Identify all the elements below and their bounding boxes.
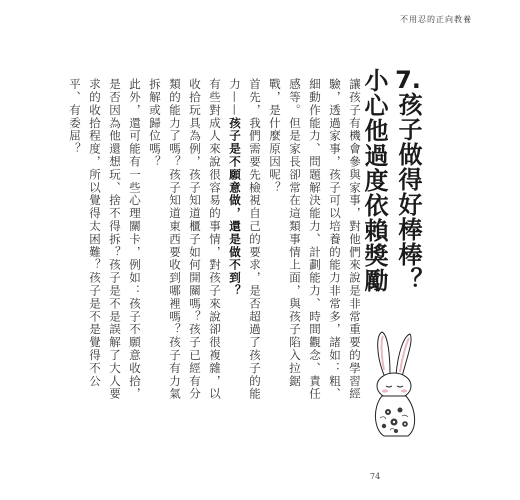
rabbit-head xyxy=(377,373,411,399)
running-header: 不用忍的正向教養 xyxy=(400,15,472,24)
chapter-title-part-1: 孩子做得好棒棒？ xyxy=(394,92,422,292)
paragraph-4 xyxy=(65,78,145,408)
paragraph-2 xyxy=(225,78,265,408)
chapter-heading xyxy=(357,68,425,293)
body-text xyxy=(65,78,365,408)
paragraph-1 xyxy=(265,78,365,408)
page-number: 74 xyxy=(370,472,381,481)
paragraph-1-text: 讓孩子有機會參與家事，對他們來說是非常重要的學習經驗，透過家事，孩子可以培養的能力非常多，諸如：粗、細動作能力、問題解決能力、計劃能力、時間觀念、責任感等。但是家長卻常在這類事情上面，與孩子陷入拉鋸戰，是什麼原因呢？ xyxy=(268,78,362,401)
paragraph-4-text: 此外，還可能有一些心理關卡，例如：孩子不願意收拾，是否因為他還想玩、捨不得拆？孩子是不是誤解了大人要求的收拾程度，所以覺得太困難？孩子是不是覺得不公平、有委屈？ xyxy=(68,78,142,401)
paragraph-2-text: 首先，我們需要先檢視自己的要求，是否超過了孩子的能力—— xyxy=(228,78,262,401)
paragraph-3 xyxy=(145,78,225,408)
chapter-title-line-1 xyxy=(391,68,425,293)
rabbit-illustration xyxy=(366,330,426,440)
chapter-number: 7. xyxy=(395,68,421,92)
paragraph-3-text: 有些對成人來說很容易的事情，對孩子來說卻很複雜，以收拾玩具為例，孩子知道櫃子如何開關嗎？孩子已經有分類的能力了嗎？孩子知道東西要收到哪裡嗎？孩子有力氣拆解或歸位嗎？ xyxy=(148,78,222,401)
chapter-title-line-2: 小心他過度依賴獎勵 xyxy=(360,68,388,293)
paragraph-2-bold-question: 孩子是不願意做，還是做不到？ xyxy=(228,116,242,298)
